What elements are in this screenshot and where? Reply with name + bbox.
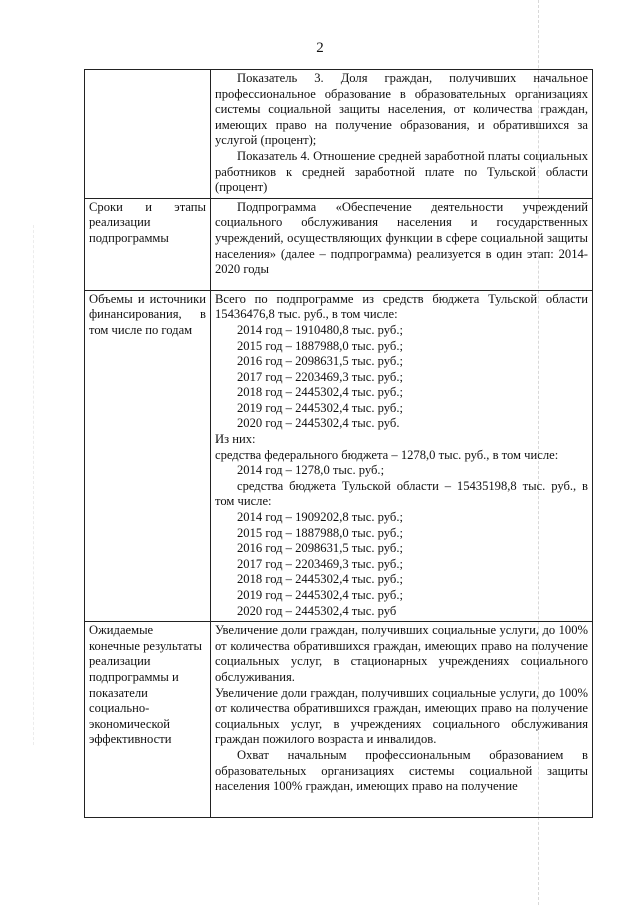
funding-regional-year: 2018 год – 2445302,4 тыс. руб.; bbox=[237, 572, 403, 587]
funding-of-which: Из них: bbox=[215, 432, 256, 447]
funding-total-year: 2018 год – 2445302,4 тыс. руб.; bbox=[237, 385, 403, 400]
funding-regional-year: 2016 год – 2098631,5 тыс. руб.; bbox=[237, 541, 403, 556]
indicator-3: Показатель 3. Доля граждан, получивших начальное профессиональное образование в образовательных организациях системы социальной защиты населения, от количества граждан, имеющих право на получение образования, и обратившихся за услугой (процент); bbox=[215, 71, 588, 148]
table-row-results bbox=[85, 622, 593, 818]
passport-table bbox=[84, 69, 593, 818]
results-value-cell bbox=[211, 622, 593, 818]
funding-total-year: 2020 год – 2445302,4 тыс. руб. bbox=[237, 416, 400, 431]
results-label: Ожидаемые конечные результаты реализации подпрограммы и показатели социально-экономической эффективности bbox=[85, 622, 211, 818]
funding-federal-year: 2014 год – 1278,0 тыс. руб.; bbox=[237, 463, 385, 478]
results-clip bbox=[215, 623, 588, 815]
funding-total-year: 2017 год – 2203469,3 тыс. руб.; bbox=[237, 369, 403, 384]
funding-total: Всего по подпрограмме из средств бюджета Тульской области 15436476,8 тыс. руб., в том числе: bbox=[215, 291, 588, 322]
funding-label: Объемы и источники финансирования, в том числе по годам bbox=[85, 290, 211, 621]
scan-artifact-line bbox=[33, 225, 35, 745]
indicator-4: Показатель 4. Отношение средней заработной платы социальных работников к средней заработной плате по Тульской области (процент) bbox=[215, 148, 588, 195]
spacer bbox=[215, 278, 588, 288]
table-row-funding bbox=[85, 290, 593, 621]
table-row-terms bbox=[85, 198, 593, 290]
results-paragraph: Увеличение доли граждан, получивших социальные услуги, до 100% от количества обратившихся граждан, имеющих право на получение социальных услуг, в стационарных учреждениях социального обслуживания. bbox=[215, 623, 588, 684]
funding-total-year: 2014 год – 1910480,8 тыс. руб.; bbox=[237, 322, 403, 337]
results-paragraph: Увеличение доли граждан, получивших социальные услуги, до 100% от количества обратившихся граждан, имеющих право на получение социальных услуг, в учреждениях социального обслуживания граждан пожилого возраста и инвалидов. bbox=[215, 685, 588, 747]
table-row-indicators bbox=[85, 70, 593, 199]
results-paragraph: Охват начальным профессиональным образованием в образовательных организациях системы социальной защиты населения 100% граждан, имеющих право на получение bbox=[215, 747, 588, 794]
funding-regional-year: 2017 год – 2203469,3 тыс. руб.; bbox=[237, 556, 403, 571]
funding-regional-year: 2020 год – 2445302,4 тыс. руб bbox=[237, 603, 397, 618]
terms-value-cell bbox=[211, 198, 593, 290]
funding-value-cell bbox=[211, 290, 593, 621]
indicators-value-cell bbox=[211, 70, 593, 199]
funding-regional-year: 2014 год – 1909202,8 тыс. руб.; bbox=[237, 510, 403, 525]
funding-regional-year: 2019 год – 2445302,4 тыс. руб.; bbox=[237, 588, 403, 602]
terms-text: Подпрограмма «Обеспечение деятельности учреждений социального обслуживания населения и государственных учреждений, осуществляющих функции в сфере социальной защиты населения» (далее – подпрограмма) реализуется в один этап: 2014-2020 годы bbox=[215, 199, 588, 277]
funding-regional: средства бюджета Тульской области – 15435198,8 тыс. руб., в том числе: bbox=[215, 478, 588, 509]
funding-total-year: 2015 год – 1887988,0 тыс. руб.; bbox=[237, 338, 403, 353]
funding-federal: средства федерального бюджета – 1278,0 тыс. руб., в том числе: bbox=[215, 447, 559, 462]
indicators-label-cell bbox=[85, 70, 211, 199]
terms-label: Сроки и этапы реализации подпрограммы bbox=[85, 198, 211, 290]
funding-total-year: 2016 год – 2098631,5 тыс. руб.; bbox=[237, 354, 403, 369]
page-number: 2 bbox=[316, 40, 324, 56]
funding-regional-year: 2015 год – 1887988,0 тыс. руб.; bbox=[237, 525, 403, 540]
funding-total-year: 2019 год – 2445302,4 тыс. руб.; bbox=[237, 400, 403, 415]
